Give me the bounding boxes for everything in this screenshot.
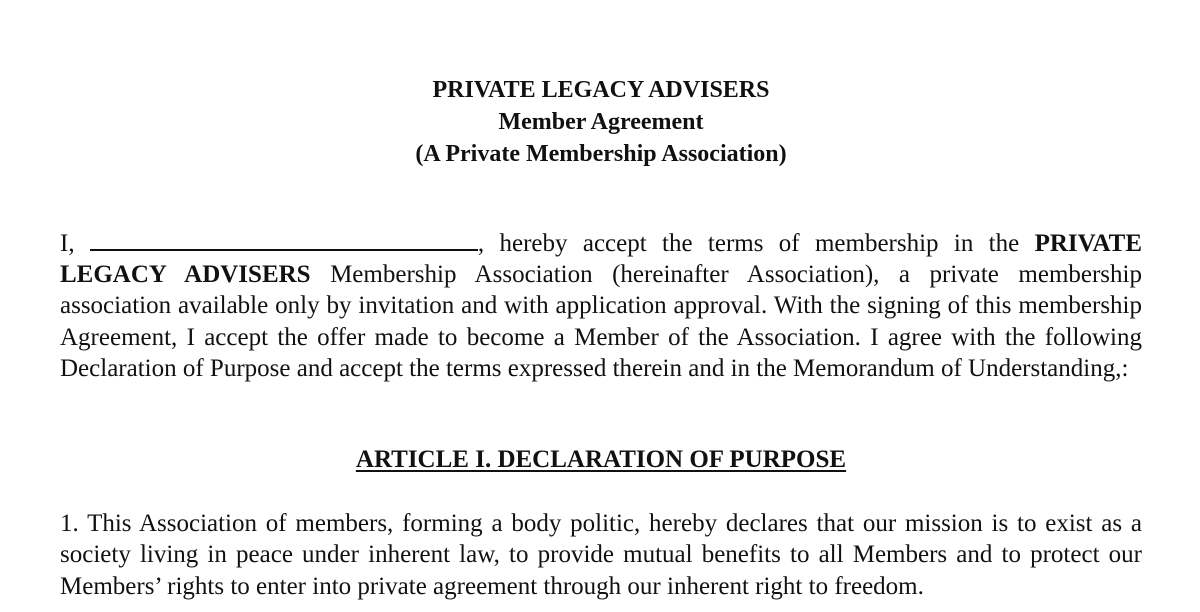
- article-heading: ARTICLE I. DECLARATION OF PURPOSE: [355, 446, 847, 473]
- intro-org-name: PRIVATE LEGACY ADVISERS: [60, 230, 1142, 289]
- intro-prefix: I,: [60, 230, 90, 257]
- organization-name: PRIVATE LEGACY ADVISERS: [432, 77, 770, 103]
- document-header: [60, 74, 1142, 170]
- name-blank-line[interactable]: [90, 229, 478, 251]
- intro-body: Membership Association (hereinafter Association), a private membership association available only by invitation and with application approval. With the signing of this membership Agreement, I accept the offer made to become a Member of the Association. I agree with the following Declaration of Purpose and accept the terms expressed therein and in the Memorandum of Understanding,:: [60, 261, 1142, 382]
- article-paragraph-1: 1. This Association of members, forming a body politic, hereby declares that our mission is to exist as a society living in peace under inherent law, to provide mutual benefits to all Members and to protect our Members’ rights to enter into private agreement through our inherent right to freedom.: [60, 510, 1142, 600]
- document-title: Member Agreement: [498, 109, 704, 135]
- intro-after-blank: , hereby accept the terms of membership in the: [477, 230, 1035, 257]
- intro-paragraph: [60, 228, 1142, 384]
- document-subtitle: (A Private Membership Association): [415, 141, 787, 167]
